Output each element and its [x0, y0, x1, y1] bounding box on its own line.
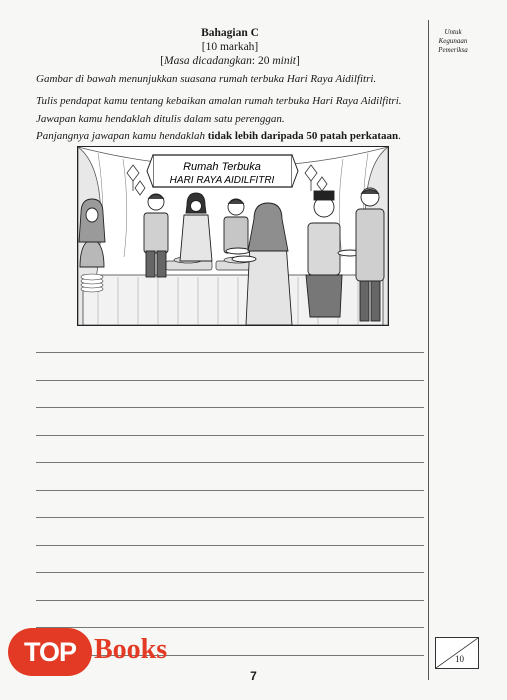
- examiner-margin-line: [428, 20, 429, 680]
- answer-line[interactable]: [36, 572, 424, 573]
- section-title: Bahagian C: [201, 27, 259, 39]
- answer-line[interactable]: [36, 462, 424, 463]
- answer-line[interactable]: [36, 517, 424, 518]
- answer-line[interactable]: [36, 435, 424, 436]
- suggested-time: [Masa dicadangkan: 20 minit]: [160, 55, 300, 67]
- answer-line[interactable]: [36, 490, 424, 491]
- instruction-line-4: Panjangnya jawapan kamu hendaklah tidak lebih daripada 50 patah perkataan.: [36, 130, 401, 142]
- logo-badge: TOP: [8, 628, 92, 676]
- logo-text: Books: [94, 634, 168, 665]
- score-box: [435, 637, 479, 669]
- answer-line[interactable]: [36, 352, 424, 353]
- score-max: 10: [455, 654, 464, 664]
- topbooks-logo: [8, 626, 180, 680]
- open-house-illustration: [77, 146, 389, 326]
- instruction-line-2: Tulis pendapat kamu tentang kebaikan amalan rumah terbuka Hari Raya Aidilfitri.: [36, 95, 402, 107]
- banner: [147, 155, 298, 187]
- answer-line[interactable]: [36, 380, 424, 381]
- instruction-line-3: Jawapan kamu hendaklah ditulis dalam satu perenggan.: [36, 113, 285, 125]
- answer-line[interactable]: [36, 545, 424, 546]
- answer-line[interactable]: [36, 600, 424, 601]
- section-marks: [10 markah]: [201, 41, 259, 53]
- illustration-svg: [78, 147, 388, 325]
- page-number: 7: [250, 669, 257, 683]
- examiner-use-note: Untuk Kegunaan Pemeriksa: [438, 28, 468, 54]
- banner-line-1: Rumah Terbuka: [183, 161, 261, 173]
- instruction-line-1: Gambar di bawah menunjukkan suasana rumah terbuka Hari Raya Aidilfitri.: [36, 73, 377, 85]
- answer-line[interactable]: [36, 407, 424, 408]
- banner-line-2: HARI RAYA AIDILFITRI: [169, 175, 275, 186]
